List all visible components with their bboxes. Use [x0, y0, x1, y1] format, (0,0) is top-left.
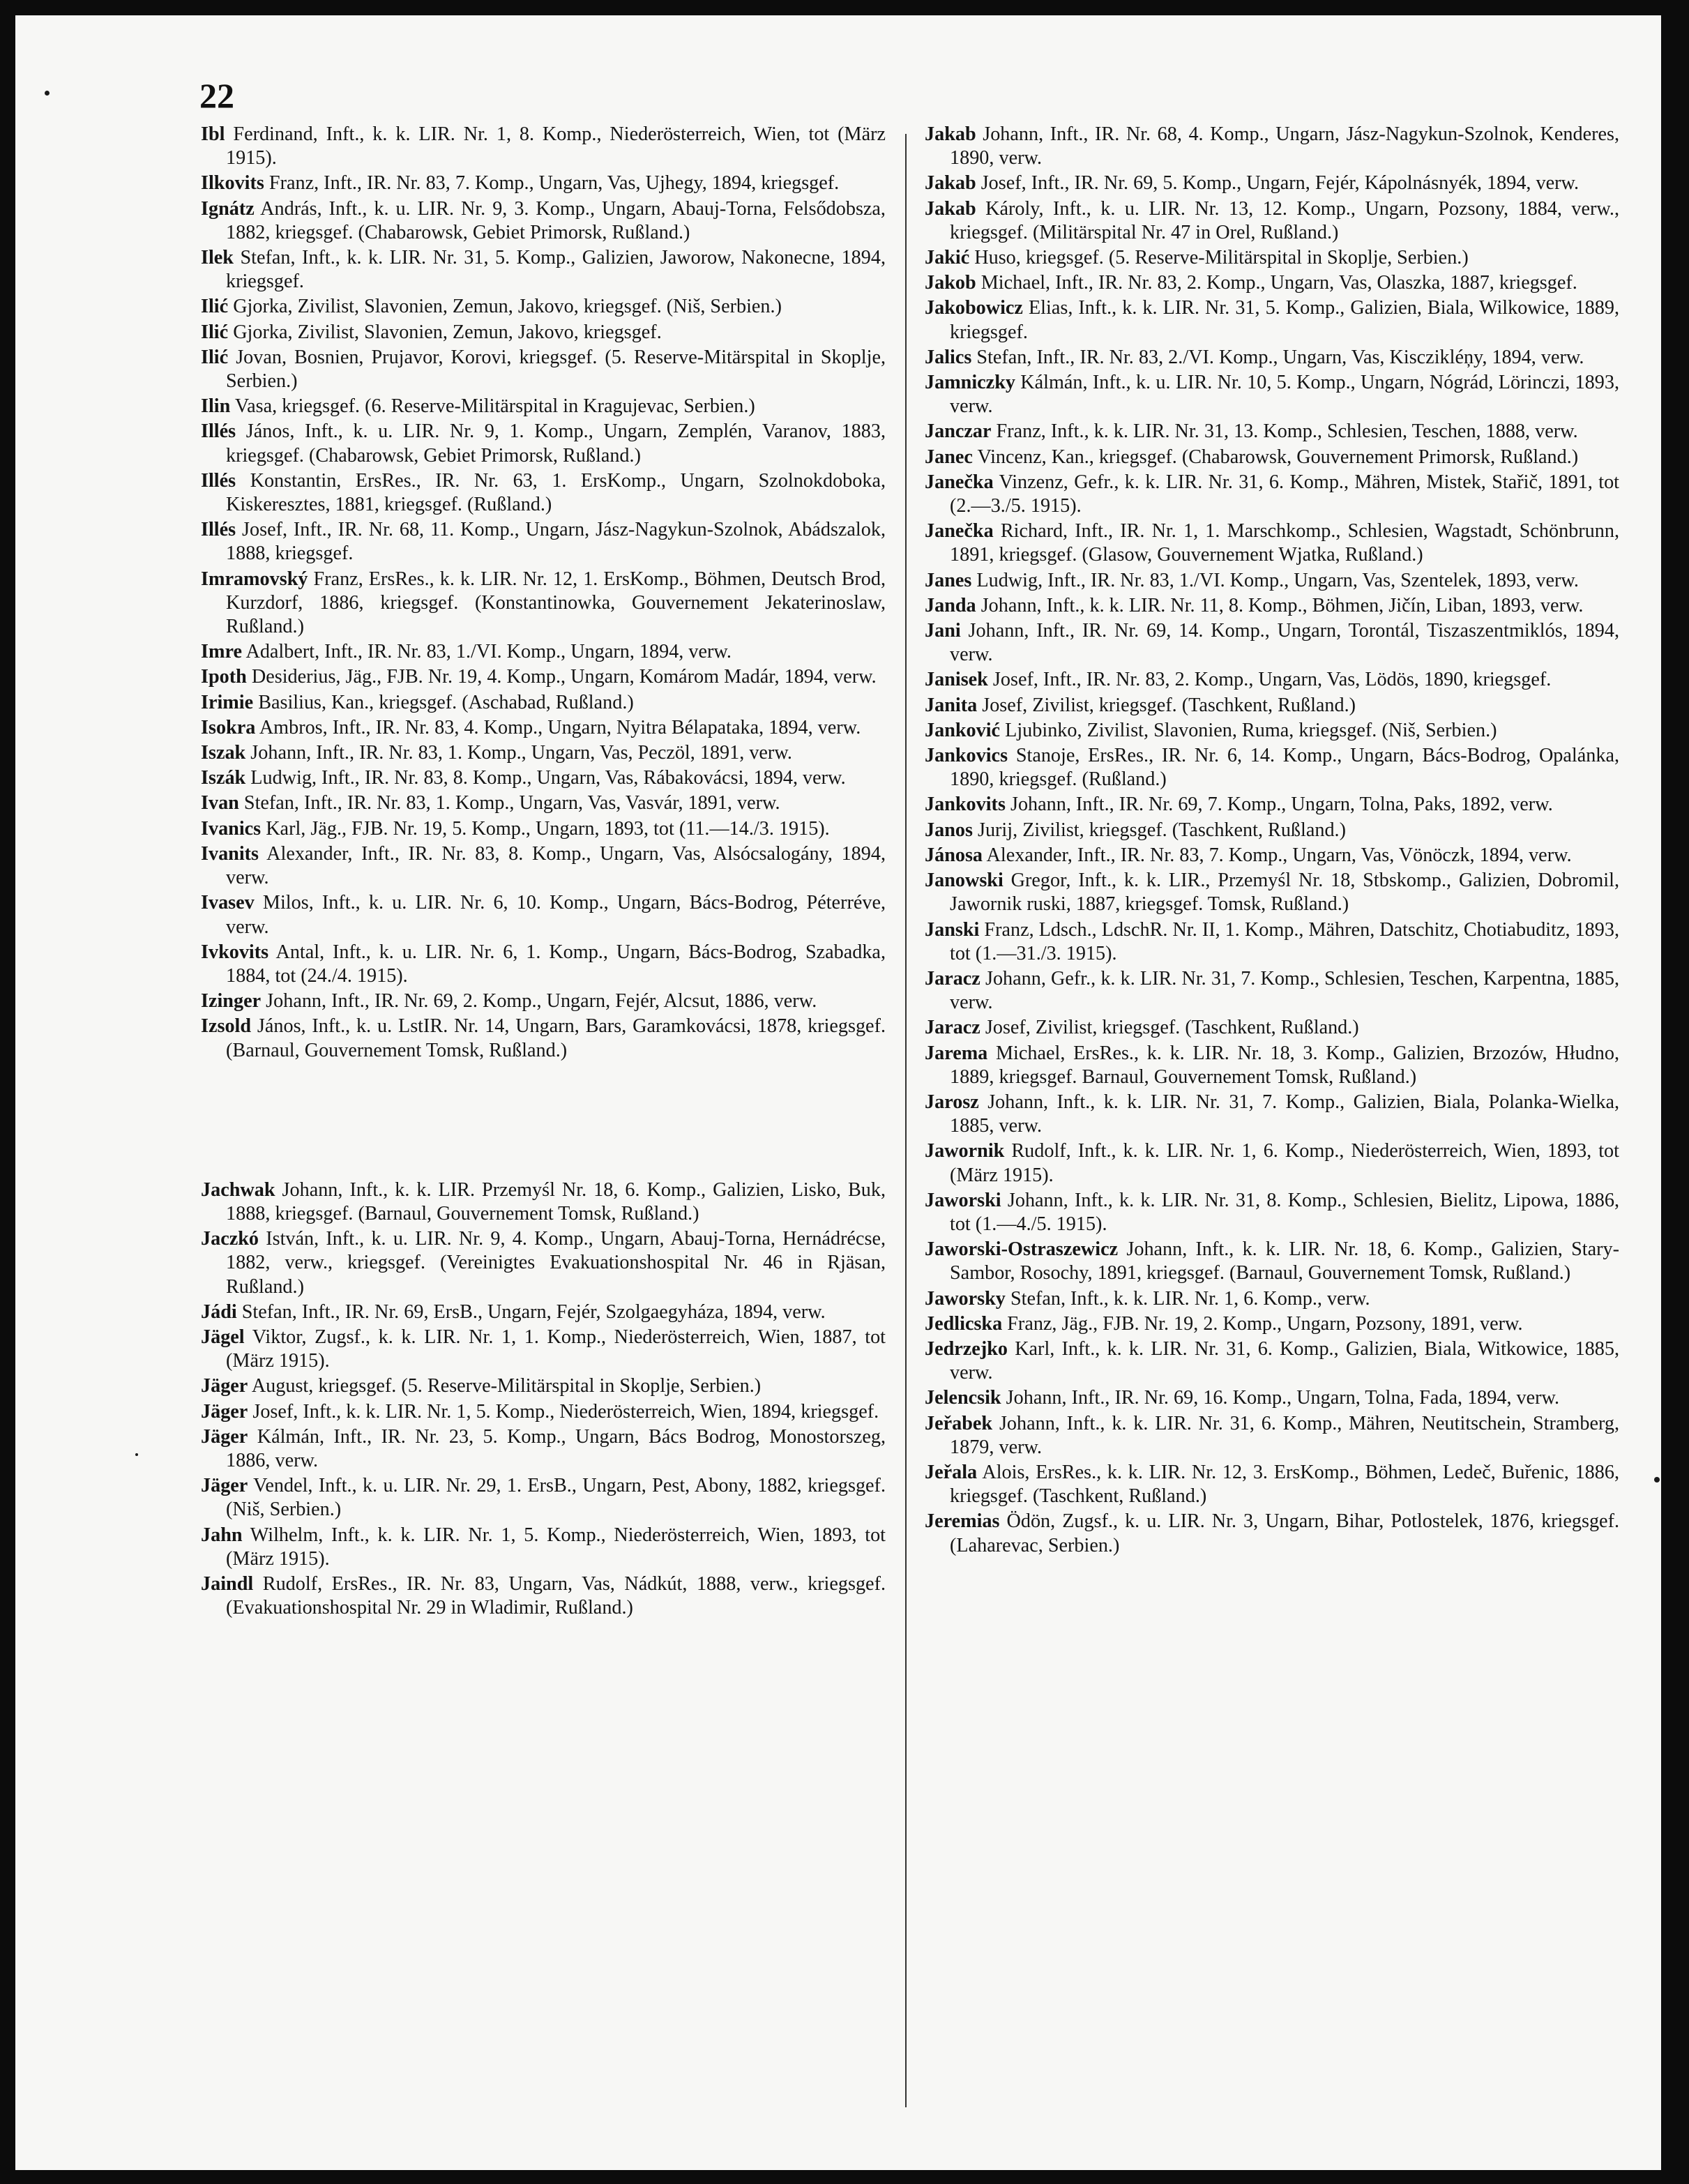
- list-entry: [201, 1178, 886, 1226]
- list-entry: [201, 1474, 886, 1522]
- entry-surname: Jaczkó: [201, 1228, 259, 1250]
- entry-details: Vinzenz, Gefr., k. k. LIR. Nr. 31, 6. Komp., Mähren, Mistek, Stařič, 1891, tot (2.—3./5. 1915).: [950, 471, 1619, 517]
- list-entry: [925, 918, 1619, 966]
- entry-surname: Izinger: [201, 990, 262, 1013]
- list-entry: [925, 1091, 1619, 1138]
- list-entry: [201, 1326, 886, 1373]
- entry-surname: Jäger: [201, 1400, 248, 1423]
- list-entry: [925, 1287, 1619, 1311]
- entry-surname: Ipoth: [201, 666, 247, 688]
- entry-surname: Ibl: [201, 123, 225, 145]
- entry-surname: Ilin: [201, 395, 231, 418]
- entry-surname: Jarosz: [925, 1091, 979, 1113]
- entry-surname: Janski: [925, 918, 980, 941]
- entry-details: Antal, Inft., k. u. LIR. Nr. 6, 1. Komp., Ungarn, Bács-Bodrog, Szabadka, 1884, tot (24./4. 1915).: [226, 941, 886, 987]
- entry-surname: Ignátz: [201, 197, 255, 220]
- entry-details: Johann, Inft., k. k. LIR. Przemyśl Nr. 18, 6. Komp., Galizien, Lisko, Buk, 1888, kriegsgef. (Barnaul, Gouvernement Tomsk, Rußland.): [226, 1178, 886, 1224]
- entry-surname: Janec: [925, 446, 973, 468]
- entry-details: Rudolf, ErsRes., IR. Nr. 83, Ungarn, Vas, Nádkút, 1888, verw., kriegsgef. (Evakuationshospital Nr. 29 in Wladimir, Rußland.): [226, 1572, 886, 1619]
- entry-details: Gjorka, Zivilist, Slavonien, Zemun, Jakovo, kriegsgef.: [233, 321, 662, 343]
- entry-surname: Jaindl: [201, 1572, 254, 1595]
- column-divider: [905, 134, 907, 2107]
- entry-surname: Ivanits: [201, 842, 259, 865]
- scan-speck: [135, 1453, 138, 1456]
- list-entry: [925, 819, 1619, 842]
- entry-details: Johann, Inft., IR. Nr. 83, 1. Komp., Ungarn, Vas, Peczöl, 1891, verw.: [250, 742, 792, 764]
- entry-details: Ödön, Zugsf., k. u. LIR. Nr. 3, Ungarn, Bihar, Potlostelek, 1876, kriegsgef. (Laharevac, Serbien.): [950, 1510, 1619, 1556]
- scan-speck: [1654, 1477, 1660, 1482]
- right-column: [925, 123, 1619, 1559]
- list-entry: [925, 520, 1619, 567]
- entry-surname: Jäger: [201, 1375, 248, 1397]
- entry-surname: Janisek: [925, 669, 988, 691]
- list-entry: [925, 1016, 1619, 1040]
- entry-details: Franz, Inft., k. k. LIR. Nr. 31, 13. Komp., Schlesien, Teschen, 1888, verw.: [996, 420, 1578, 443]
- entry-surname: Jaworsky: [925, 1287, 1006, 1310]
- entry-details: Vendel, Inft., k. u. LIR. Nr. 29, 1. ErsB., Ungarn, Pest, Abony, 1882, kriegsgef. (Niš, Serbien.): [226, 1475, 886, 1521]
- entry-surname: Jahn: [201, 1524, 243, 1546]
- entry-surname: Jalics: [925, 346, 972, 368]
- entry-surname: Illés: [201, 469, 236, 492]
- list-entry: [201, 989, 886, 1013]
- entry-details: Franz, Ldsch., LdschR. Nr. II, 1. Komp., Mähren, Datschitz, Chotiabuditz, 1893, tot (1.—31./3. 1915).: [950, 918, 1619, 964]
- entry-surname: Jakab: [925, 123, 976, 145]
- list-entry: [925, 420, 1619, 443]
- entry-details: Alexander, Inft., IR. Nr. 83, 8. Komp., Ungarn, Vas, Alsócsalogány, 1894, verw.: [226, 842, 886, 889]
- entry-surname: Jaracz: [925, 967, 980, 989]
- list-entry: [201, 640, 886, 664]
- entry-surname: Janowski: [925, 870, 1003, 892]
- list-entry: [201, 941, 886, 988]
- list-entry: [201, 123, 886, 170]
- list-entry: [925, 346, 1619, 370]
- list-entry: [201, 172, 886, 195]
- list-entry: [201, 420, 886, 467]
- list-entry: [925, 1139, 1619, 1187]
- entry-surname: Janita: [925, 694, 978, 716]
- entry-details: Johann, Inft., IR. Nr. 69, 2. Komp., Ungarn, Fejér, Alcsut, 1886, verw.: [266, 990, 817, 1013]
- list-entry: [925, 1238, 1619, 1285]
- entry-details: Rudolf, Inft., k. k. LIR. Nr. 1, 6. Komp., Niederösterreich, Wien, 1893, tot (März 1915).: [950, 1140, 1619, 1186]
- entry-surname: Jeřala: [925, 1461, 978, 1483]
- entry-surname: Janos: [925, 819, 973, 841]
- entry-surname: Jakob: [925, 272, 976, 294]
- list-entry: [925, 793, 1619, 817]
- entry-details: Konstantin, ErsRes., IR. Nr. 63, 1. ErsKomp., Ungarn, Szolnokdoboka, Kiskeresztes, 1881, kriegsgef. (Rußland.): [226, 469, 886, 516]
- entry-surname: Illés: [201, 519, 236, 541]
- entry-details: Stefan, Inft., IR. Nr. 83, 2./VI. Komp., Ungarn, Vas, Kisczikléņy, 1894, verw.: [976, 346, 1584, 368]
- entry-details: Johann, Gefr., k. k. LIR. Nr. 31, 7. Komp., Schlesien, Teschen, Karpentna, 1885, verw.: [950, 967, 1619, 1014]
- list-entry: [925, 271, 1619, 295]
- list-entry: [925, 246, 1619, 270]
- entry-surname: Ivkovits: [201, 941, 269, 963]
- entry-surname: Ilić: [201, 346, 229, 368]
- entry-surname: Jakab: [925, 172, 976, 195]
- list-entry: [201, 1425, 886, 1473]
- entry-surname: Jakić: [925, 247, 970, 269]
- entry-surname: Jaworski: [925, 1189, 1001, 1211]
- list-entry: [201, 518, 886, 566]
- entry-details: Ludwig, Inft., IR. Nr. 83, 1./VI. Komp., Ungarn, Vas, Szentelek, 1893, verw.: [976, 569, 1579, 591]
- entry-details: Elias, Inft., k. k. LIR. Nr. 31, 5. Komp., Galizien, Biala, Wilkowice, 1889, kriegsgef.: [950, 297, 1619, 343]
- entry-surname: Jádi: [201, 1300, 237, 1323]
- list-entry: [201, 469, 886, 517]
- list-entry: [201, 1300, 886, 1324]
- entry-surname: Imre: [201, 641, 242, 663]
- entry-surname: Ilek: [201, 247, 234, 269]
- entry-details: Karl, Inft., k. k. LIR. Nr. 31, 6. Komp., Galizien, Biala, Witkowice, 1885, verw.: [950, 1337, 1619, 1384]
- entry-details: Milos, Inft., k. u. LIR. Nr. 6, 10. Komp., Ungarn, Bács-Bodrog, Péterréve, verw.: [226, 892, 886, 938]
- entry-details: Gjorka, Zivilist, Slavonien, Zemun, Jakovo, kriegsgef. (Niš, Serbien.): [233, 296, 782, 318]
- list-entry: [201, 321, 886, 344]
- entry-details: Richard, Inft., IR. Nr. 1, 1. Marschkomp., Schlesien, Wagstadt, Schönbrunn, 1891, kriegsgef. (Glasow, Gouvernement Wjatka, Rußland.): [950, 520, 1620, 566]
- entry-surname: Imramovský: [201, 568, 308, 590]
- entry-surname: Ilkovits: [201, 172, 264, 195]
- list-entry: [201, 891, 886, 939]
- entry-details: Gregor, Inft., k. k. LIR., Przemyśl Nr. 18, Stbskomp., Galizien, Dobromil, Jawornik ruski, 1887, kriegsgef. Tomsk, Rußland.): [950, 870, 1619, 916]
- entry-details: Johann, Inft., k. k. LIR. Nr. 31, 6. Komp., Mähren, Neutitschein, Stramberg, 1879, verw.: [950, 1412, 1620, 1458]
- list-entry: [925, 1461, 1619, 1508]
- list-entry: [201, 1572, 886, 1620]
- entry-surname: Jäger: [201, 1475, 248, 1497]
- left-column: [201, 123, 886, 1621]
- entry-surname: Iszák: [201, 767, 246, 789]
- list-entry: [201, 741, 886, 765]
- entry-details: Vincenz, Kan., kriegsgef. (Chabarowsk, Gouvernement Primorsk, Rußland.): [977, 446, 1579, 468]
- list-entry: [201, 568, 886, 639]
- list-entry: [201, 791, 886, 815]
- entry-surname: Janczar: [925, 420, 992, 443]
- list-entry: [925, 967, 1619, 1015]
- list-entry: [925, 1312, 1619, 1336]
- entry-surname: Jaracz: [925, 1017, 980, 1039]
- entry-surname: Jeřabek: [925, 1412, 993, 1434]
- list-entry: [925, 1510, 1619, 1557]
- entry-surname: Ivasev: [201, 892, 255, 914]
- list-entry: [201, 346, 886, 393]
- list-entry: [201, 766, 886, 790]
- entry-surname: Jamniczky: [925, 372, 1015, 394]
- entry-details: Huso, kriegsgef. (5. Reserve-Militärspital in Skoplje, Serbien.): [974, 247, 1469, 269]
- entry-details: Johann, Inft., IR. Nr. 68, 4. Komp., Ungarn, Jász-Nagykun-Szolnok, Kenderes, 1890, verw.: [950, 123, 1619, 169]
- entry-details: Stefan, Inft., IR. Nr. 69, ErsB., Ungarn, Fejér, Szolgaegyháza, 1894, verw.: [241, 1300, 826, 1323]
- list-entry: [925, 371, 1619, 418]
- list-entry: [201, 716, 886, 740]
- entry-surname: Ilić: [201, 296, 229, 318]
- entry-details: Adalbert, Inft., IR. Nr. 83, 1./VI. Komp., Ungarn, 1894, verw.: [245, 641, 732, 663]
- entry-details: Franz, Jäg., FJB. Nr. 19, 2. Komp., Ungarn, Pozsony, 1891, verw.: [1007, 1312, 1523, 1335]
- entry-surname: Janković: [925, 719, 1001, 741]
- entry-details: Stefan, Inft., k. k. LIR. Nr. 1, 6. Komp., verw.: [1010, 1287, 1370, 1310]
- list-entry: [925, 1386, 1619, 1410]
- entry-details: Alois, ErsRes., k. k. LIR. Nr. 12, 3. ErsKomp., Böhmen, Ledeč, Buřenic, 1886, kriegsgef. (Taschkent, Rußland.): [950, 1461, 1619, 1508]
- entry-surname: Jankovics: [925, 745, 1008, 767]
- list-entry: [201, 1400, 886, 1424]
- entry-details: András, Inft., k. u. LIR. Nr. 9, 3. Komp., Ungarn, Abauj-Torna, Felsődobsza, 1882, kriegsgef. (Chabarowsk, Gebiet Primorsk, Rußland.): [226, 197, 886, 243]
- list-entry: [925, 1337, 1619, 1385]
- list-entry: [201, 817, 886, 841]
- list-entry: [201, 1374, 886, 1398]
- entry-surname: Jankovits: [925, 794, 1006, 816]
- entry-details: Stanoje, ErsRes., IR. Nr. 6, 14. Komp., Ungarn, Bács-Bodrog, Opalánka, 1890, kriegsgef. (Rußland.): [950, 745, 1620, 791]
- list-entry: [201, 1015, 886, 1062]
- entry-details: Johann, Inft., IR. Nr. 69, 7. Komp., Ungarn, Tolna, Paks, 1892, verw.: [1010, 794, 1553, 816]
- entry-details: Johann, Inft., k. k. LIR. Nr. 31, 8. Komp., Schlesien, Bielitz, Lipowa, 1886, tot (1.—4./5. 1915).: [950, 1189, 1620, 1235]
- entry-details: Johann, Inft., IR. Nr. 69, 16. Komp., Ungarn, Tolna, Fada, 1894, verw.: [1006, 1387, 1560, 1409]
- entry-surname: Illés: [201, 420, 236, 443]
- entry-details: Kálmán, Inft., IR. Nr. 23, 5. Komp., Ungarn, Bács Bodrog, Monostorszeg, 1886, verw.: [226, 1425, 886, 1471]
- page-number: 22: [199, 76, 234, 115]
- entry-details: János, Inft., k. u. LstIR. Nr. 14, Ungarn, Bars, Garamkovácsi, 1878, kriegsgef. (Barnaul, Gouvernement Tomsk, Rußland.): [226, 1015, 886, 1061]
- entry-surname: Janda: [925, 594, 976, 616]
- entry-details: Michael, Inft., IR. Nr. 83, 2. Komp., Ungarn, Vas, Olaszka, 1887, kriegsgef.: [980, 272, 1577, 294]
- list-entry: [925, 471, 1619, 518]
- list-entry: [925, 744, 1619, 791]
- entry-surname: Jakobowicz: [925, 297, 1023, 319]
- entry-surname: Janečka: [925, 520, 994, 543]
- entry-surname: Irimie: [201, 691, 254, 713]
- entry-surname: Jäger: [201, 1425, 248, 1448]
- entry-details: Ludwig, Inft., IR. Nr. 83, 8. Komp., Ungarn, Vas, Rábakovácsi, 1894, verw.: [250, 767, 846, 789]
- list-entry: [925, 296, 1619, 344]
- entry-details: Wilhelm, Inft., k. k. LIR. Nr. 1, 5. Komp., Niederösterreich, Wien, 1893, tot (März 1915).: [226, 1524, 886, 1570]
- list-entry: [201, 395, 886, 418]
- list-entry: [925, 844, 1619, 867]
- entry-surname: Jachwak: [201, 1178, 275, 1201]
- entry-details: Viktor, Zugsf., k. k. LIR. Nr. 1, 1. Komp., Niederösterreich, Wien, 1887, tot (März 1915).: [226, 1326, 886, 1372]
- list-entry: [925, 619, 1619, 667]
- entry-details: Karl, Jäg., FJB. Nr. 19, 5. Komp., Ungarn, 1893, tot (11.—14./3. 1915).: [266, 817, 830, 840]
- entry-details: Ljubinko, Zivilist, Slavonien, Ruma, kriegsgef. (Niš, Serbien.): [1005, 719, 1497, 741]
- entry-details: Károly, Inft., k. u. LIR. Nr. 13, 12. Komp., Ungarn, Pozsony, 1884, verw., kriegsgef. (Militärspital Nr. 47 in Orel, Rußland.): [950, 197, 1620, 243]
- section-gap: [201, 1064, 886, 1178]
- entry-surname: Janečka: [925, 471, 994, 493]
- list-entry: [925, 694, 1619, 718]
- list-entry: [925, 197, 1619, 245]
- entry-details: Vasa, kriegsgef. (6. Reserve-Militärspital in Kragujevac, Serbien.): [234, 395, 755, 418]
- list-entry: [925, 668, 1619, 692]
- entry-details: Johann, Inft., k. k. LIR. Nr. 18, 6. Komp., Galizien, Stary-Sambor, Rosochy, 1891, kriegsgef. (Barnaul, Gouvernement Tomsk, Rußland.): [950, 1238, 1619, 1284]
- list-entry: [201, 1227, 886, 1299]
- list-entry: [925, 594, 1619, 618]
- list-entry: [925, 1412, 1619, 1459]
- entry-details: István, Inft., k. u. LIR. Nr. 9, 4. Komp., Ungarn, Abauj-Torna, Hernádrécse, 1882, verw., kriegsgef. (Vereinigtes Evakuationshospital Nr. 46 in Rjäsan, Rußland.): [226, 1228, 886, 1298]
- list-entry: [201, 197, 886, 245]
- entry-details: Josef, Inft., IR. Nr. 68, 11. Komp., Ungarn, Jász-Nagykun-Szolnok, Abádszalok, 1888, kriegsgef.: [226, 519, 886, 565]
- entry-details: Ferdinand, Inft., k. k. LIR. Nr. 1, 8. Komp., Niederösterreich, Wien, tot (März 1915).: [226, 123, 886, 169]
- entry-details: Ambros, Inft., IR. Nr. 83, 4. Komp., Ungarn, Nyitra Bélapataka, 1894, verw.: [259, 716, 861, 738]
- entry-surname: Jakab: [925, 197, 976, 220]
- entry-surname: Janes: [925, 569, 972, 591]
- list-entry: [925, 123, 1619, 170]
- entry-details: Kálmán, Inft., k. u. LIR. Nr. 10, 5. Komp., Ungarn, Nógrád, Lörinczi, 1893, verw.: [950, 372, 1619, 418]
- list-entry: [925, 172, 1619, 195]
- entry-surname: Jedlicska: [925, 1312, 1003, 1335]
- entry-details: Johann, Inft., k. k. LIR. Nr. 31, 7. Komp., Galizien, Biala, Polanka-Wielka, 1885, verw.: [950, 1091, 1620, 1137]
- entry-surname: Jägel: [201, 1326, 245, 1348]
- entry-details: August, kriegsgef. (5. Reserve-Militärspital in Skoplje, Serbien.): [251, 1375, 762, 1397]
- entry-surname: Izsold: [201, 1015, 252, 1038]
- entry-details: Basilius, Kan., kriegsgef. (Aschabad, Rußland.): [258, 691, 634, 713]
- entry-details: Johann, Inft., IR. Nr. 69, 14. Komp., Ungarn, Torontál, Tiszaszentmiklós, 1894, verw.: [950, 620, 1620, 666]
- entry-details: Desiderius, Jäg., FJB. Nr. 19, 4. Komp., Ungarn, Komárom Madár, 1894, verw.: [251, 666, 877, 688]
- entry-surname: Jedrzejko: [925, 1337, 1008, 1360]
- entry-details: János, Inft., k. u. LIR. Nr. 9, 1. Komp., Ungarn, Zemplén, Varanov, 1883, kriegsgef. (Chabarowsk, Gebiet Primorsk, Rußland.): [226, 420, 886, 467]
- entry-details: Johann, Inft., k. k. LIR. Nr. 11, 8. Komp., Böhmen, Jičín, Liban, 1893, verw.: [980, 594, 1584, 616]
- list-entry: [925, 1189, 1619, 1236]
- list-entry: [925, 569, 1619, 593]
- list-entry: [201, 1524, 886, 1571]
- entry-surname: Jawornik: [925, 1140, 1005, 1162]
- entry-details: Franz, Inft., IR. Nr. 83, 7. Komp., Ungarn, Vas, Ujhegy, 1894, kriegsgef.: [268, 172, 840, 195]
- list-entry: [201, 665, 886, 689]
- list-entry: [201, 246, 886, 294]
- entry-details: Josef, Inft., IR. Nr. 83, 2. Komp., Ungarn, Vas, Lödös, 1890, kriegsgef.: [992, 669, 1552, 691]
- list-entry: [925, 869, 1619, 916]
- entry-details: Josef, Inft., IR. Nr. 69, 5. Komp., Ungarn, Fejér, Kápolnásnyék, 1894, verw.: [980, 172, 1580, 195]
- list-entry: [201, 691, 886, 715]
- entry-details: Josef, Inft., k. k. LIR. Nr. 1, 5. Komp., Niederösterreich, Wien, 1894, kriegsgef.: [252, 1400, 879, 1423]
- entry-surname: Isokra: [201, 716, 256, 738]
- entry-surname: Ivanics: [201, 817, 262, 840]
- entry-surname: Jaworski-Ostraszewicz: [925, 1238, 1119, 1261]
- list-entry: [925, 1042, 1619, 1089]
- list-entry: [925, 719, 1619, 743]
- entry-details: Josef, Zivilist, kriegsgef. (Taschkent, Rußland.): [982, 694, 1356, 716]
- entry-surname: Jani: [925, 620, 961, 642]
- entry-surname: Jelencsik: [925, 1387, 1001, 1409]
- entry-details: Stefan, Inft., IR. Nr. 83, 1. Komp., Ungarn, Vas, Vasvár, 1891, verw.: [243, 792, 780, 814]
- list-entry: [925, 446, 1619, 469]
- entry-surname: Jánosa: [925, 844, 983, 866]
- entry-surname: Jeremias: [925, 1510, 1000, 1533]
- entry-details: Alexander, Inft., IR. Nr. 83, 7. Komp., Ungarn, Vas, Vönöczk, 1894, verw.: [986, 844, 1572, 866]
- entry-surname: Ilić: [201, 321, 229, 343]
- entry-details: Jovan, Bosnien, Prujavor, Korovi, kriegsgef. (5. Reserve-Mitärspital in Skoplje, Serbien.): [226, 346, 886, 393]
- entry-details: Michael, ErsRes., k. k. LIR. Nr. 18, 3. Komp., Galizien, Brzozów, Hłudno, 1889, kriegsgef. Barnaul, Gouvernement Tomsk, Rußland.): [950, 1042, 1620, 1088]
- entry-surname: Ivan: [201, 792, 239, 814]
- entry-details: Jurij, Zivilist, kriegsgef. (Taschkent, Rußland.): [977, 819, 1346, 841]
- list-entry: [201, 842, 886, 890]
- scan-speck: [45, 91, 50, 96]
- list-entry: [201, 295, 886, 319]
- entry-details: Stefan, Inft., k. k. LIR. Nr. 31, 5. Komp., Galizien, Jaworow, Nakonecne, 1894, kriegsgef.: [226, 247, 886, 293]
- entry-surname: Iszak: [201, 742, 246, 764]
- entry-details: Josef, Zivilist, kriegsgef. (Taschkent, Rußland.): [985, 1017, 1359, 1039]
- entry-details: Franz, ErsRes., k. k. LIR. Nr. 12, 1. ErsKomp., Böhmen, Deutsch Brod, Kurzdorf, 1886, kriegsgef. (Konstantinowka, Gouvernement Jekaterinoslaw, Rußland.): [226, 568, 886, 638]
- entry-surname: Jarema: [925, 1042, 988, 1064]
